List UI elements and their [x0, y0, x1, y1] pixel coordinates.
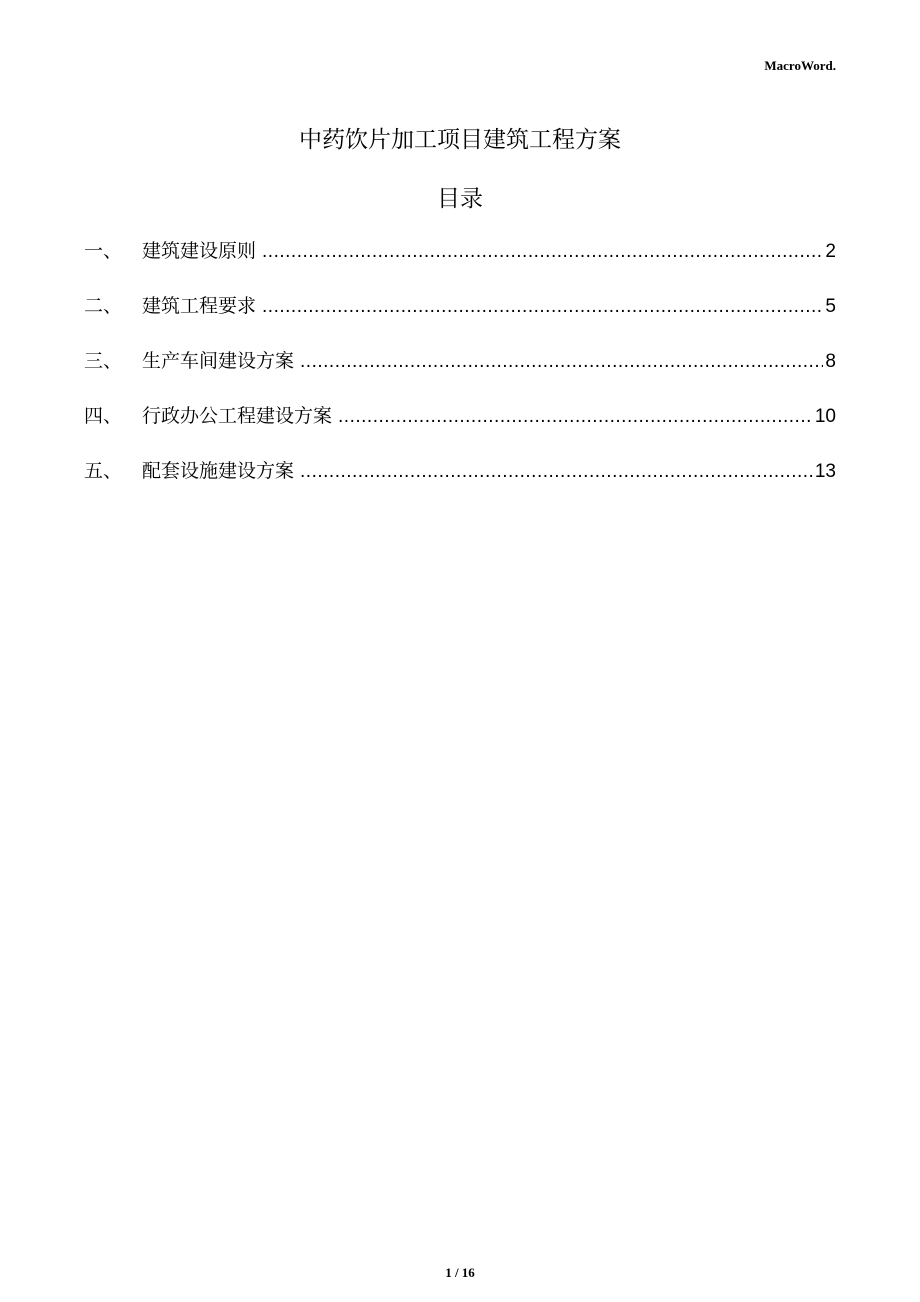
toc-entry-label[interactable]: 建筑建设原则 — [142, 240, 257, 262]
toc-entry-page[interactable]: 10 — [814, 406, 836, 427]
toc-entry[interactable] — [84, 236, 836, 291]
toc-entry-number: 一、 — [84, 240, 123, 262]
header-brand: MacroWord. — [764, 58, 836, 73]
toc-entry-label[interactable]: 行政办公工程建设方案 — [142, 405, 333, 427]
toc-entry-number: 二、 — [84, 295, 123, 317]
toc-entry[interactable] — [84, 456, 836, 511]
toc-entry[interactable] — [84, 346, 836, 401]
toc-dot-leader — [262, 292, 823, 322]
toc-entry[interactable] — [84, 401, 836, 456]
toc-entry-number: 三、 — [84, 350, 123, 372]
toc-entry-number: 四、 — [84, 405, 123, 427]
toc-entry-page[interactable]: 2 — [825, 241, 836, 262]
toc-entry[interactable] — [84, 291, 836, 346]
toc-entry-page[interactable]: 13 — [814, 461, 836, 482]
toc-entry-label[interactable]: 生产车间建设方案 — [142, 350, 295, 372]
toc-entry-page[interactable]: 5 — [825, 296, 836, 317]
table-of-contents — [84, 236, 836, 511]
toc-entry-label[interactable]: 建筑工程要求 — [142, 295, 257, 317]
toc-dot-leader — [300, 347, 823, 377]
toc-entry-number: 五、 — [84, 460, 123, 482]
page-indicator: 1 / 16 — [445, 1265, 475, 1280]
toc-entry-label[interactable]: 配套设施建设方案 — [142, 460, 295, 482]
toc-dot-leader — [300, 457, 813, 487]
document-title: 中药饮片加工项目建筑工程方案 — [299, 127, 621, 153]
toc-entry-page[interactable]: 8 — [825, 351, 836, 372]
toc-dot-leader — [262, 237, 823, 267]
toc-dot-leader — [338, 402, 813, 432]
toc-heading: 目录 — [437, 186, 483, 212]
